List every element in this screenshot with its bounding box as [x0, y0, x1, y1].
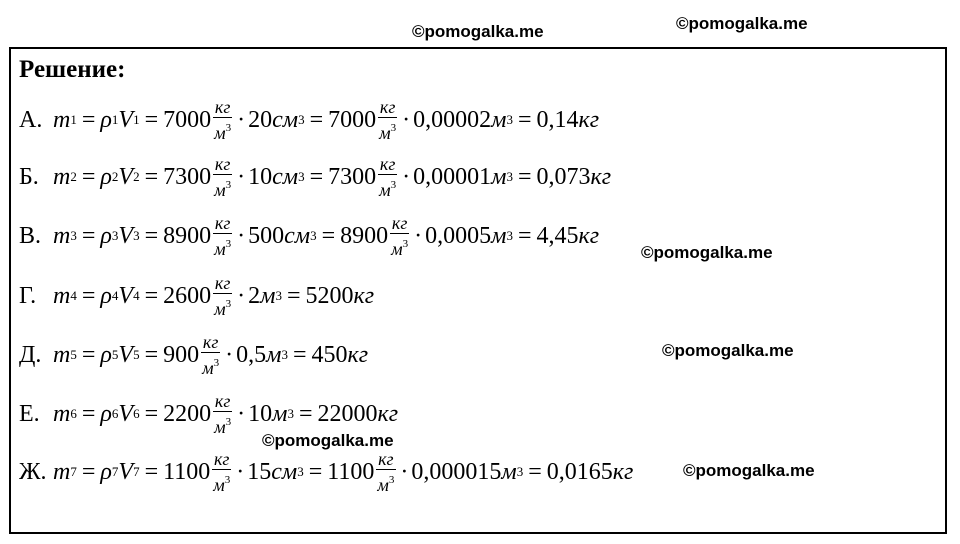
mass-symbol: m — [53, 282, 71, 309]
volume-exponent: 3 — [297, 464, 304, 479]
volume-value: 15 — [247, 458, 272, 485]
volume-unit: см — [284, 222, 311, 249]
fraction-numerator: кг — [214, 391, 231, 411]
unit-fraction — [212, 97, 233, 143]
mass-result: 0,14 — [536, 106, 579, 133]
multiply-dot: · — [414, 222, 423, 249]
equals-sign: = — [517, 222, 532, 249]
equals-sign: = — [309, 163, 324, 190]
watermark: ©pomogalka.me — [412, 22, 544, 41]
multiply-dot: · — [225, 341, 234, 368]
volume-symbol: V — [118, 222, 134, 249]
watermark: ©pomogalka.me — [262, 431, 394, 450]
mass-result: 22000 — [317, 400, 378, 427]
equals-sign: = — [144, 341, 159, 368]
density-value: 1100 — [327, 458, 375, 485]
unit-exponent: 3 — [402, 238, 409, 250]
volume-value: 0,5 — [236, 341, 267, 368]
volume-index: 2 — [133, 169, 140, 184]
equals-sign: = — [81, 106, 96, 133]
mass-result: 0,073 — [536, 163, 591, 190]
equals-sign: = — [517, 163, 532, 190]
density-value: 2600 — [163, 282, 212, 309]
volume-converted: 0,0005 — [425, 222, 492, 249]
volume-symbol: V — [118, 400, 134, 427]
volume-exponent: 3 — [298, 169, 305, 184]
equals-sign: = — [81, 458, 96, 485]
formula-row — [19, 388, 398, 440]
mass-symbol: m — [53, 163, 71, 190]
volume-exponent: 3 — [310, 228, 317, 243]
mass-index: 3 — [70, 228, 77, 243]
volume-exponent: 3 — [281, 347, 288, 362]
equals-sign: = — [144, 400, 159, 427]
density-index: 1 — [111, 112, 119, 127]
multiply-dot: · — [402, 106, 411, 133]
row-letter: Г. — [19, 282, 37, 309]
equals-sign: = — [144, 282, 159, 309]
mass-unit: кг — [578, 222, 600, 249]
volume-value: 20 — [248, 106, 273, 133]
row-letter: В. — [19, 222, 42, 249]
unit-exponent: 3 — [225, 122, 232, 134]
equals-sign: = — [292, 341, 307, 368]
fraction-numerator: кг — [379, 154, 396, 174]
volume-exponent: 3 — [506, 169, 513, 184]
volume-index: 5 — [133, 347, 140, 362]
density-value: 7300 — [163, 163, 212, 190]
watermark: ©pomogalka.me — [676, 14, 808, 33]
volume-index: 7 — [133, 464, 140, 479]
watermark: ©pomogalka.me — [683, 461, 815, 480]
density-symbol: ρ — [100, 458, 112, 485]
row-letter: Ж. — [19, 458, 47, 485]
unit-fraction — [211, 449, 232, 495]
density-value: 8900 — [340, 222, 389, 249]
mass-result: 5200 — [305, 282, 354, 309]
equals-sign: = — [517, 106, 532, 133]
volume-value: 500 — [248, 222, 285, 249]
mass-symbol: m — [53, 106, 71, 133]
multiply-dot: · — [237, 163, 246, 190]
unit-m: м — [214, 180, 226, 200]
row-letter: А. — [19, 106, 43, 133]
solution-heading: Решение: — [19, 56, 126, 83]
density-symbol: ρ — [100, 106, 112, 133]
row-letter: Е. — [19, 400, 40, 427]
unit-exponent: 3 — [213, 357, 220, 369]
equals-sign: = — [144, 222, 159, 249]
density-symbol: ρ — [100, 282, 112, 309]
volume-unit: м — [272, 400, 288, 427]
unit-exponent: 3 — [390, 179, 397, 191]
formula-row — [19, 446, 633, 498]
fraction-denominator — [389, 234, 410, 259]
volume-index: 6 — [133, 406, 140, 421]
fraction-numerator: кг — [378, 449, 394, 469]
unit-m: м — [214, 123, 226, 143]
unit-m: м — [377, 475, 389, 495]
equals-sign: = — [286, 282, 301, 309]
density-index: 7 — [111, 464, 119, 479]
fraction-numerator: кг — [391, 213, 408, 233]
density-value: 900 — [163, 341, 200, 368]
mass-result: 0,0165 — [546, 458, 613, 485]
equals-sign: = — [144, 163, 159, 190]
unit-fraction — [212, 154, 233, 200]
density-value: 7000 — [163, 106, 212, 133]
volume-symbol: V — [118, 458, 134, 485]
volume-index: 3 — [133, 228, 140, 243]
volume-unit: м — [260, 282, 276, 309]
volume-unit: см — [272, 106, 299, 133]
mass-index: 5 — [70, 347, 77, 362]
formula-row — [19, 270, 374, 322]
volume-converted: 0,00002 — [413, 106, 492, 133]
volume-exponent: 3 — [287, 406, 294, 421]
unit-exponent: 3 — [225, 298, 232, 310]
fraction-denominator — [211, 470, 232, 495]
volume-value: 10 — [248, 400, 273, 427]
mass-result: 4,45 — [536, 222, 579, 249]
density-index: 6 — [111, 406, 119, 421]
fraction-numerator: кг — [214, 273, 231, 293]
fraction-denominator — [212, 412, 233, 437]
volume-exponent: 3 — [298, 112, 305, 127]
unit-m: м — [213, 475, 225, 495]
row-letter: Д. — [19, 341, 42, 368]
mass-index: 7 — [70, 464, 77, 479]
volume-unit: см — [271, 458, 298, 485]
density-index: 2 — [111, 169, 119, 184]
fraction-denominator — [377, 175, 398, 200]
mass-index: 6 — [70, 406, 77, 421]
volume-converted: 0,00001 — [413, 163, 492, 190]
mass-symbol: m — [53, 222, 71, 249]
density-value: 7300 — [328, 163, 377, 190]
equals-sign: = — [308, 458, 323, 485]
formula-row — [19, 329, 368, 381]
formula-row — [19, 210, 599, 262]
mass-index: 4 — [70, 288, 77, 303]
watermark: ©pomogalka.me — [662, 341, 794, 360]
density-value: 7000 — [328, 106, 377, 133]
density-value: 1100 — [163, 458, 211, 485]
mass-unit: кг — [377, 400, 399, 427]
fraction-denominator — [212, 294, 233, 319]
volume-symbol: V — [118, 341, 134, 368]
equals-sign: = — [81, 341, 96, 368]
density-value: 2200 — [163, 400, 212, 427]
formula-row — [19, 94, 599, 146]
fraction-denominator — [377, 118, 398, 143]
volume-unit: м — [491, 222, 507, 249]
mass-unit: кг — [347, 341, 369, 368]
unit-m: м — [202, 358, 214, 378]
equals-sign: = — [144, 458, 159, 485]
fraction-numerator: кг — [214, 97, 231, 117]
watermark: ©pomogalka.me — [641, 243, 773, 262]
unit-m: м — [379, 123, 391, 143]
unit-fraction — [377, 154, 398, 200]
density-symbol: ρ — [100, 341, 112, 368]
formula-row — [19, 151, 611, 203]
density-index: 3 — [111, 228, 119, 243]
unit-m: м — [214, 239, 226, 259]
volume-exponent: 3 — [516, 464, 524, 479]
unit-fraction — [389, 213, 410, 259]
density-symbol: ρ — [100, 163, 112, 190]
unit-exponent: 3 — [390, 122, 397, 134]
multiply-dot: · — [237, 282, 246, 309]
mass-unit: кг — [578, 106, 600, 133]
unit-fraction — [212, 391, 233, 437]
row-letter: Б. — [19, 163, 39, 190]
equals-sign: = — [81, 282, 96, 309]
unit-m: м — [214, 299, 226, 319]
volume-index: 4 — [133, 288, 140, 303]
volume-unit: м — [266, 341, 282, 368]
unit-fraction — [212, 213, 233, 259]
volume-symbol: V — [118, 282, 134, 309]
fraction-numerator: кг — [214, 154, 231, 174]
mass-result: 450 — [311, 341, 348, 368]
equals-sign: = — [321, 222, 336, 249]
density-index: 5 — [111, 347, 119, 362]
unit-exponent: 3 — [225, 238, 232, 250]
fraction-denominator — [200, 353, 221, 378]
mass-unit: кг — [612, 458, 634, 485]
mass-unit: кг — [590, 163, 612, 190]
equals-sign: = — [81, 400, 96, 427]
equals-sign: = — [309, 106, 324, 133]
mass-symbol: m — [53, 341, 71, 368]
fraction-numerator: кг — [214, 449, 230, 469]
unit-m: м — [391, 239, 403, 259]
unit-fraction — [377, 97, 398, 143]
density-index: 4 — [111, 288, 119, 303]
equals-sign: = — [81, 163, 96, 190]
fraction-denominator — [212, 234, 233, 259]
volume-exponent: 3 — [506, 112, 513, 127]
volume-symbol: V — [118, 163, 134, 190]
mass-index: 1 — [70, 112, 77, 127]
fraction-numerator: кг — [214, 213, 231, 233]
mass-symbol: m — [53, 400, 71, 427]
volume-symbol: V — [118, 106, 134, 133]
equals-sign: = — [81, 222, 96, 249]
volume-exponent: 3 — [506, 228, 513, 243]
unit-fraction — [375, 449, 396, 495]
volume-converted: 0,000015 — [411, 458, 502, 485]
equals-sign: = — [528, 458, 542, 485]
volume-unit: см — [272, 163, 299, 190]
multiply-dot: · — [237, 106, 246, 133]
unit-exponent: 3 — [225, 416, 232, 428]
volume-value: 10 — [248, 163, 273, 190]
density-symbol: ρ — [100, 400, 112, 427]
equals-sign: = — [144, 106, 159, 133]
volume-value: 2 — [248, 282, 261, 309]
volume-unit: м — [491, 106, 507, 133]
volume-exponent: 3 — [275, 288, 282, 303]
volume-index: 1 — [133, 112, 140, 127]
multiply-dot: · — [237, 400, 246, 427]
multiply-dot: · — [402, 163, 411, 190]
density-symbol: ρ — [100, 222, 112, 249]
equals-sign: = — [298, 400, 313, 427]
volume-unit: м — [491, 163, 507, 190]
mass-symbol: m — [53, 458, 71, 485]
mass-index: 2 — [70, 169, 77, 184]
multiply-dot: · — [236, 458, 245, 485]
fraction-denominator — [212, 118, 233, 143]
fraction-denominator — [212, 175, 233, 200]
density-value: 8900 — [163, 222, 212, 249]
unit-m: м — [379, 180, 391, 200]
unit-m: м — [214, 417, 226, 437]
unit-exponent: 3 — [388, 474, 395, 486]
mass-unit: кг — [353, 282, 375, 309]
unit-exponent: 3 — [224, 474, 231, 486]
multiply-dot: · — [400, 458, 409, 485]
unit-fraction — [212, 273, 233, 319]
fraction-denominator — [375, 470, 396, 495]
volume-unit: м — [501, 458, 517, 485]
unit-exponent: 3 — [225, 179, 232, 191]
fraction-numerator: кг — [202, 332, 219, 352]
fraction-numerator: кг — [379, 97, 396, 117]
unit-fraction — [200, 332, 221, 378]
multiply-dot: · — [237, 222, 246, 249]
